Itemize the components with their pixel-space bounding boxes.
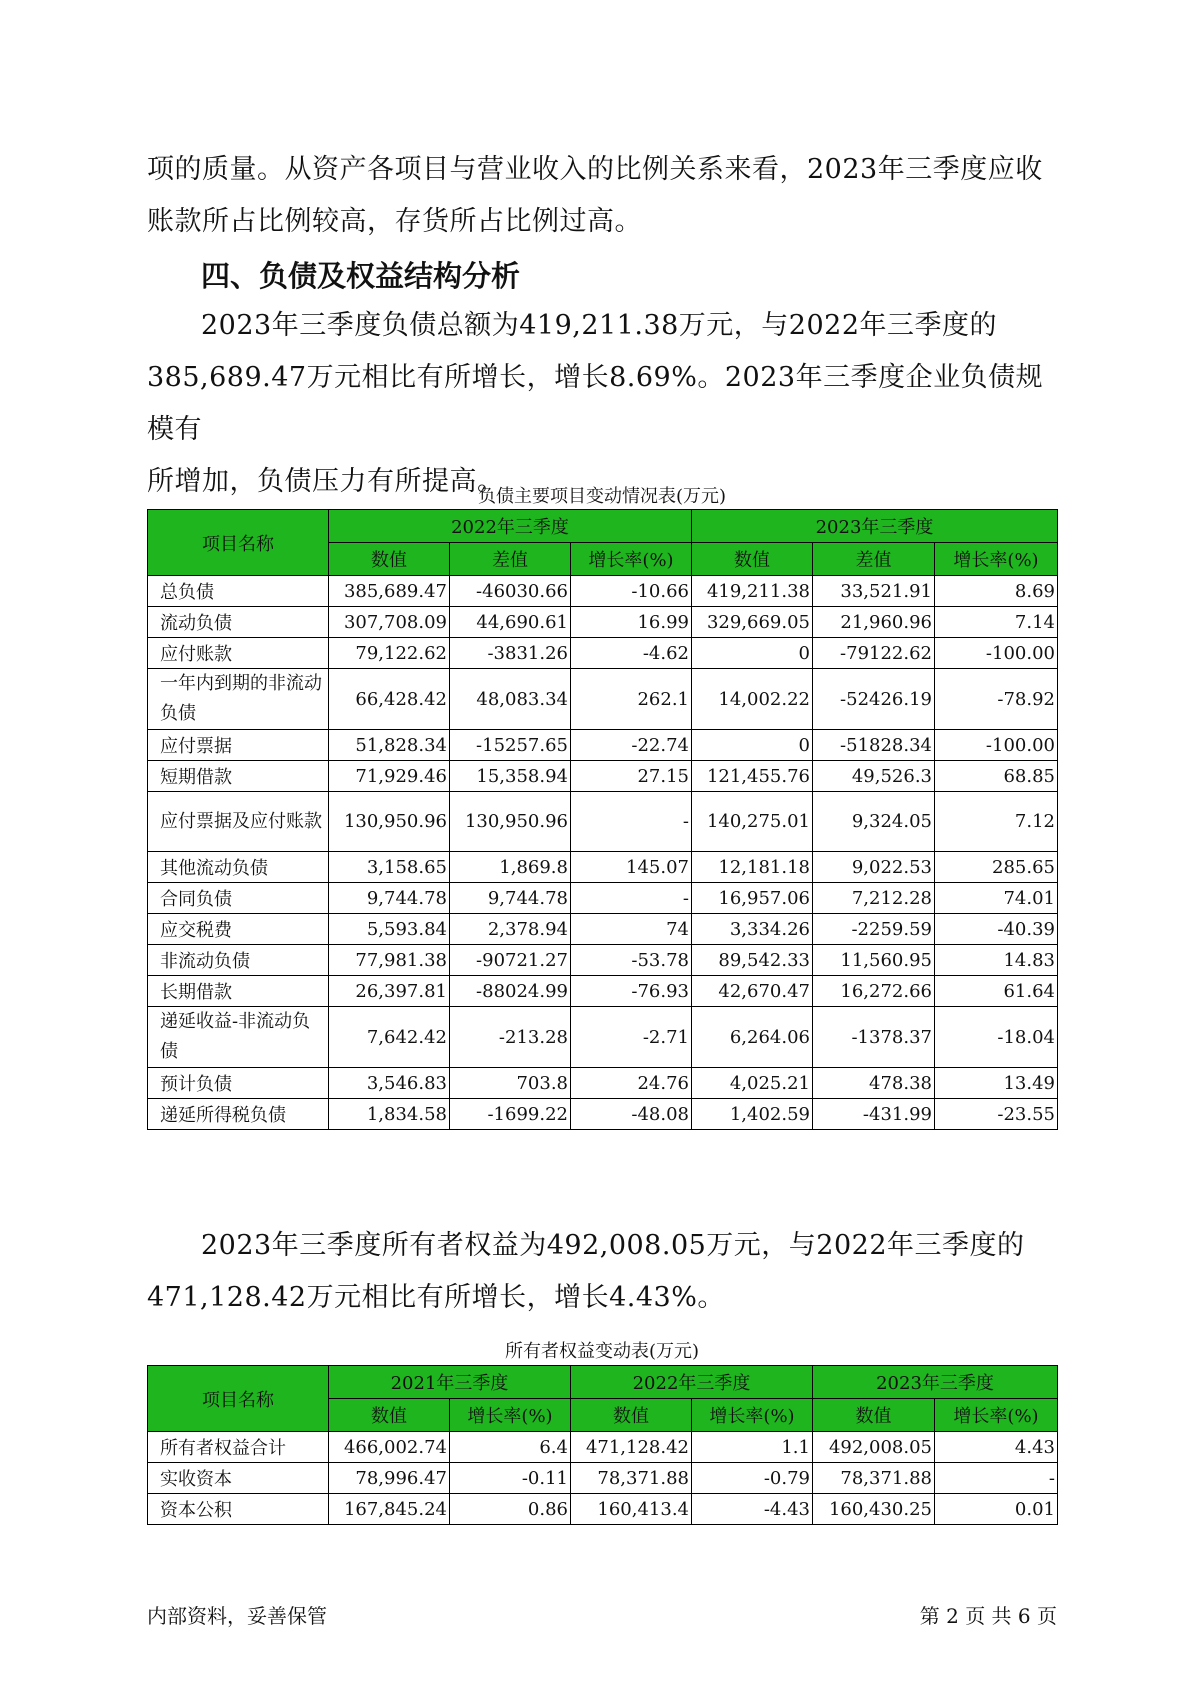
liability-row-name: 流动负债 <box>148 607 329 638</box>
liability-row-name: 总负债 <box>148 576 329 607</box>
liability-row-value: 21,960.96 <box>813 607 935 638</box>
liability-subheader: 数值 <box>329 543 450 576</box>
liability-table-row <box>148 883 1058 914</box>
liability-row-value: 14,002.22 <box>692 669 813 730</box>
equity-table-row <box>148 1432 1058 1463</box>
equity-row-name: 资本公积 <box>148 1494 329 1525</box>
liability-row-value: 9,744.78 <box>329 883 450 914</box>
liability-period-header-2023: 2023年三季度 <box>692 510 1058 543</box>
liability-row-value: 51,828.34 <box>329 730 450 761</box>
liability-row-value: 0 <box>692 638 813 669</box>
liability-row-value: 24.76 <box>571 1068 692 1099</box>
equity-row-value: 466,002.74 <box>329 1432 450 1463</box>
liability-table-row <box>148 976 1058 1007</box>
liability-row-value: -100.00 <box>935 638 1058 669</box>
section-heading: 四、负债及权益结构分析 <box>201 259 521 293</box>
liability-paragraph <box>147 300 1057 508</box>
liability-row-value: 27.15 <box>571 761 692 792</box>
footer-confidential-note: 内部资料，妥善保管 <box>147 1604 327 1628</box>
liability-row-name: 应付账款 <box>148 638 329 669</box>
liability-row-value: -213.28 <box>450 1007 571 1068</box>
liability-row-value: -100.00 <box>935 730 1058 761</box>
liability-row-value: 8.69 <box>935 576 1058 607</box>
liability-row-value: 7,642.42 <box>329 1007 450 1068</box>
liability-row-name: 长期借款 <box>148 976 329 1007</box>
liability-row-value: -22.74 <box>571 730 692 761</box>
liability-row-value: 1,402.59 <box>692 1099 813 1130</box>
liability-table-caption: 负债主要项目变动情况表(万元) <box>477 486 727 507</box>
equity-row-value: 78,371.88 <box>813 1463 935 1494</box>
equity-table <box>147 1365 1058 1525</box>
liability-row-value: 33,521.91 <box>813 576 935 607</box>
liability-row-value: 140,275.01 <box>692 792 813 852</box>
liability-table-row <box>148 852 1058 883</box>
liability-row-value: 2,378.94 <box>450 914 571 945</box>
liability-row-value: 9,022.53 <box>813 852 935 883</box>
equity-row-value: 0.01 <box>935 1494 1058 1525</box>
liability-row-value: 74 <box>571 914 692 945</box>
liability-table-row <box>148 607 1058 638</box>
liability-row-value: 49,526.3 <box>813 761 935 792</box>
liability-row-value: 703.8 <box>450 1068 571 1099</box>
liability-row-value: 262.1 <box>571 669 692 730</box>
liability-row-value: 68.85 <box>935 761 1058 792</box>
liability-row-name: 应付票据 <box>148 730 329 761</box>
liability-row-value: 61.64 <box>935 976 1058 1007</box>
equity-period-header-2023: 2023年三季度 <box>813 1366 1058 1399</box>
liability-row-value: 89,542.33 <box>692 945 813 976</box>
liability-row-value: -431.99 <box>813 1099 935 1130</box>
equity-period-header-2021: 2021年三季度 <box>329 1366 571 1399</box>
equity-row-value: 6.4 <box>450 1432 571 1463</box>
liability-row-value: - <box>571 792 692 852</box>
liability-row-value: 16,272.66 <box>813 976 935 1007</box>
liability-row-name: 递延收益-非流动负债 <box>148 1007 329 1068</box>
liability-row-name: 合同负债 <box>148 883 329 914</box>
liability-row-value: 329,669.05 <box>692 607 813 638</box>
liability-row-value: 3,546.83 <box>329 1068 450 1099</box>
equity-table-row <box>148 1494 1058 1525</box>
liability-table-row <box>148 669 1058 730</box>
liability-row-value: 44,690.61 <box>450 607 571 638</box>
liability-row-name: 非流动负债 <box>148 945 329 976</box>
liability-table-row <box>148 1007 1058 1068</box>
liability-line-2: 385,689.47万元相比有所增长，增长8.69%。2023年三季度企业负债规模有 <box>147 362 1044 445</box>
equity-row-value: 0.86 <box>450 1494 571 1525</box>
liability-row-value: 0 <box>692 730 813 761</box>
liability-row-value: -51828.34 <box>813 730 935 761</box>
liability-row-value: 4,025.21 <box>692 1068 813 1099</box>
liability-row-value: -53.78 <box>571 945 692 976</box>
liability-row-value: 77,981.38 <box>329 945 450 976</box>
equity-line-1: 2023年三季度所有者权益为492,008.05万元，与2022年三季度的 <box>201 1230 1025 1261</box>
liability-row-value: 285.65 <box>935 852 1058 883</box>
intro-paragraph <box>147 144 1057 248</box>
equity-row-value: 4.43 <box>935 1432 1058 1463</box>
liability-row-value: 1,834.58 <box>329 1099 450 1130</box>
liability-row-value: 15,358.94 <box>450 761 571 792</box>
liability-row-value: 5,593.84 <box>329 914 450 945</box>
liability-row-value: 14.83 <box>935 945 1058 976</box>
liability-row-name: 预计负债 <box>148 1068 329 1099</box>
liability-row-value: 7,212.28 <box>813 883 935 914</box>
equity-subheader: 数值 <box>813 1399 935 1432</box>
liability-table-row <box>148 792 1058 852</box>
liability-row-value: 74.01 <box>935 883 1058 914</box>
liability-row-value: -23.55 <box>935 1099 1058 1130</box>
equity-row-value: 492,008.05 <box>813 1432 935 1463</box>
equity-subheader: 增长率(%) <box>935 1399 1058 1432</box>
liability-row-value: 121,455.76 <box>692 761 813 792</box>
equity-row-value: 471,128.42 <box>571 1432 692 1463</box>
liability-row-value: -90721.27 <box>450 945 571 976</box>
liability-row-value: -2.71 <box>571 1007 692 1068</box>
liability-subheader: 差值 <box>813 543 935 576</box>
liability-row-value: -40.39 <box>935 914 1058 945</box>
liability-row-value: 16.99 <box>571 607 692 638</box>
intro-line-1: 项的质量。从资产各项目与营业收入的比例关系来看，2023年三季度应收 <box>147 154 1043 185</box>
liability-row-name: 短期借款 <box>148 761 329 792</box>
liability-row-value: 11,560.95 <box>813 945 935 976</box>
intro-line-2: 账款所占比例较高，存货所占比例过高。 <box>147 206 642 237</box>
liability-row-name: 应交税费 <box>148 914 329 945</box>
liability-row-value: 145.07 <box>571 852 692 883</box>
liability-row-value: 1,869.8 <box>450 852 571 883</box>
liability-row-value: -10.66 <box>571 576 692 607</box>
liability-row-value: 16,957.06 <box>692 883 813 914</box>
liability-row-value: 130,950.96 <box>329 792 450 852</box>
liability-row-value: 6,264.06 <box>692 1007 813 1068</box>
equity-row-value: 78,996.47 <box>329 1463 450 1494</box>
liability-table <box>147 509 1058 1130</box>
liability-row-value: -48.08 <box>571 1099 692 1130</box>
liability-row-name: 一年内到期的非流动负债 <box>148 669 329 730</box>
equity-row-name: 所有者权益合计 <box>148 1432 329 1463</box>
liability-row-name: 应付票据及应付账款 <box>148 792 329 852</box>
liability-row-value: 71,929.46 <box>329 761 450 792</box>
liability-subheader: 增长率(%) <box>935 543 1058 576</box>
liability-table-row <box>148 1099 1058 1130</box>
liability-subheader: 数值 <box>692 543 813 576</box>
liability-row-value: -79122.62 <box>813 638 935 669</box>
liability-row-value: 3,158.65 <box>329 852 450 883</box>
liability-row-value: 79,122.62 <box>329 638 450 669</box>
liability-row-value: 9,744.78 <box>450 883 571 914</box>
liability-period-header-2022: 2022年三季度 <box>329 510 692 543</box>
liability-table-row <box>148 730 1058 761</box>
liability-row-value: -88024.99 <box>450 976 571 1007</box>
liability-row-value: -1699.22 <box>450 1099 571 1130</box>
equity-row-value: - <box>935 1463 1058 1494</box>
liability-name-header: 项目名称 <box>148 510 329 576</box>
liability-row-value: 478.38 <box>813 1068 935 1099</box>
liability-row-value: -2259.59 <box>813 914 935 945</box>
liability-row-value: 9,324.05 <box>813 792 935 852</box>
liability-row-value: -1378.37 <box>813 1007 935 1068</box>
liability-line-3: 所增加，负债压力有所提高。 <box>147 466 505 497</box>
footer-page-number: 第 2 页 共 6 页 <box>919 1604 1057 1628</box>
liability-row-value: -15257.65 <box>450 730 571 761</box>
liability-row-value: 7.14 <box>935 607 1058 638</box>
equity-table-row <box>148 1463 1058 1494</box>
liability-row-value: 7.12 <box>935 792 1058 852</box>
equity-name-header: 项目名称 <box>148 1366 329 1432</box>
liability-row-value: 419,211.38 <box>692 576 813 607</box>
liability-subheader: 增长率(%) <box>571 543 692 576</box>
equity-subheader: 增长率(%) <box>450 1399 571 1432</box>
liability-table-row <box>148 576 1058 607</box>
equity-row-value: 160,413.4 <box>571 1494 692 1525</box>
liability-row-value: -3831.26 <box>450 638 571 669</box>
equity-row-value: -0.79 <box>692 1463 813 1494</box>
liability-row-value: 48,083.34 <box>450 669 571 730</box>
equity-table-caption: 所有者权益变动表(万元) <box>504 1341 700 1362</box>
equity-row-value: -4.43 <box>692 1494 813 1525</box>
equity-period-header-2022: 2022年三季度 <box>571 1366 813 1399</box>
liability-table-row <box>148 945 1058 976</box>
liability-row-value: 3,334.26 <box>692 914 813 945</box>
equity-row-name: 实收资本 <box>148 1463 329 1494</box>
liability-table-row <box>148 1068 1058 1099</box>
equity-line-2: 471,128.42万元相比有所增长，增长4.43%。 <box>147 1282 725 1313</box>
liability-row-value: 66,428.42 <box>329 669 450 730</box>
liability-row-value: 130,950.96 <box>450 792 571 852</box>
liability-row-name: 递延所得税负债 <box>148 1099 329 1130</box>
liability-row-value: -78.92 <box>935 669 1058 730</box>
liability-subheader: 差值 <box>450 543 571 576</box>
liability-row-value: 307,708.09 <box>329 607 450 638</box>
liability-row-value: 26,397.81 <box>329 976 450 1007</box>
liability-line-1: 2023年三季度负债总额为419,211.38万元，与2022年三季度的 <box>201 310 998 341</box>
liability-row-value: 13.49 <box>935 1068 1058 1099</box>
equity-subheader: 数值 <box>329 1399 450 1432</box>
equity-subheader: 增长率(%) <box>692 1399 813 1432</box>
liability-row-value: -46030.66 <box>450 576 571 607</box>
liability-row-value: 385,689.47 <box>329 576 450 607</box>
liability-row-value: 42,670.47 <box>692 976 813 1007</box>
liability-table-row <box>148 761 1058 792</box>
equity-row-value: 160,430.25 <box>813 1494 935 1525</box>
liability-table-row <box>148 914 1058 945</box>
liability-row-value: -52426.19 <box>813 669 935 730</box>
equity-row-value: 1.1 <box>692 1432 813 1463</box>
liability-row-value: 12,181.18 <box>692 852 813 883</box>
liability-row-name: 其他流动负债 <box>148 852 329 883</box>
equity-paragraph <box>147 1220 1057 1324</box>
liability-row-value: - <box>571 883 692 914</box>
equity-row-value: 167,845.24 <box>329 1494 450 1525</box>
equity-row-value: 78,371.88 <box>571 1463 692 1494</box>
liability-table-row <box>148 638 1058 669</box>
liability-row-value: -4.62 <box>571 638 692 669</box>
equity-row-value: -0.11 <box>450 1463 571 1494</box>
liability-row-value: -18.04 <box>935 1007 1058 1068</box>
liability-row-value: -76.93 <box>571 976 692 1007</box>
equity-subheader: 数值 <box>571 1399 692 1432</box>
